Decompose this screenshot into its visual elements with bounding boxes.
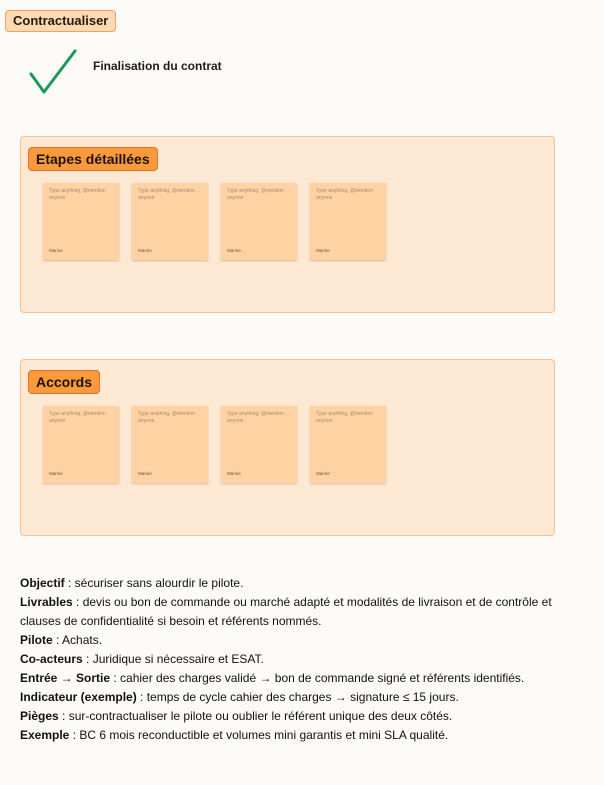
sticky-note[interactable] bbox=[132, 406, 208, 483]
line-text: : cahier des charges validé → bon de commande signé et référents identifiés. bbox=[110, 671, 525, 685]
note-author: Marine bbox=[227, 471, 241, 476]
note-author: Marine bbox=[138, 471, 152, 476]
line-text: : Achats. bbox=[52, 633, 103, 647]
line-label: Entrée → Sortie bbox=[20, 671, 111, 685]
sticky-note[interactable] bbox=[43, 183, 119, 260]
description-line bbox=[20, 669, 560, 688]
line-text: : BC 6 mois reconductible et volumes mini garantis et mini SLA qualité. bbox=[69, 728, 449, 742]
sticky-note[interactable] bbox=[310, 183, 386, 260]
line-text: : Juridique si nécessaire et ESAT. bbox=[82, 652, 264, 666]
line-label: Co-acteurs bbox=[20, 652, 83, 666]
sticky-note[interactable] bbox=[221, 406, 297, 483]
sticky-note[interactable] bbox=[132, 183, 208, 260]
note-placeholder: Type anything, @mention anyone bbox=[316, 411, 373, 424]
line-text: : sécuriser sans alourdir le pilote. bbox=[64, 576, 244, 590]
section-accords[interactable] bbox=[20, 359, 555, 536]
stage-tag[interactable]: Contractualiser bbox=[5, 10, 116, 32]
description-line bbox=[20, 593, 560, 631]
sticky-note[interactable] bbox=[221, 183, 297, 260]
check-icon bbox=[28, 48, 80, 98]
note-author: Marine bbox=[316, 248, 330, 253]
description-line bbox=[20, 631, 560, 650]
line-label: Pièges bbox=[20, 709, 59, 723]
note-author: Marine bbox=[49, 248, 63, 253]
sticky-note[interactable] bbox=[43, 406, 119, 483]
section-etapes[interactable] bbox=[20, 136, 555, 313]
note-placeholder: Type anything, @mention anyone bbox=[49, 188, 106, 201]
description-line bbox=[20, 726, 560, 745]
note-placeholder: Type anything, @mention anyone bbox=[49, 411, 106, 424]
line-text: : devis ou bon de commande ou marché adapté et modalités de livraison et de contrôle et clauses de confidentialité si besoin et référents nommés. bbox=[20, 595, 552, 628]
note-placeholder: Type anything, @mention anyone bbox=[227, 411, 284, 424]
sticky-note[interactable] bbox=[310, 406, 386, 483]
line-label: Pilote bbox=[20, 633, 53, 647]
line-label: Exemple bbox=[20, 728, 70, 742]
description-line bbox=[20, 688, 560, 707]
line-text: : sur-contractualiser le pilote ou oublier le référent unique des deux côtés. bbox=[58, 709, 453, 723]
description-line bbox=[20, 574, 560, 593]
note-placeholder: Type anything, @mention anyone bbox=[227, 188, 284, 201]
stage-subtitle: Finalisation du contrat bbox=[93, 59, 222, 73]
description-line bbox=[20, 650, 560, 669]
line-label: Objectif bbox=[20, 576, 65, 590]
description-block[interactable] bbox=[20, 574, 560, 745]
note-placeholder: Type anything, @mention anyone bbox=[138, 411, 195, 424]
section-title[interactable]: Accords bbox=[28, 370, 100, 394]
line-label: Livrables bbox=[20, 595, 73, 609]
note-placeholder: Type anything, @mention anyone bbox=[316, 188, 373, 201]
note-author: Marine bbox=[138, 248, 152, 253]
description-line bbox=[20, 707, 560, 726]
note-author: Marine bbox=[316, 471, 330, 476]
note-author: Marine bbox=[227, 248, 241, 253]
note-author: Marine bbox=[49, 471, 63, 476]
section-title[interactable]: Etapes détaillées bbox=[28, 147, 158, 171]
line-label: Indicateur (exemple) bbox=[20, 690, 137, 704]
note-placeholder: Type anything, @mention anyone bbox=[138, 188, 195, 201]
line-text: : temps de cycle cahier des charges → signature ≤ 15 jours. bbox=[136, 690, 459, 704]
